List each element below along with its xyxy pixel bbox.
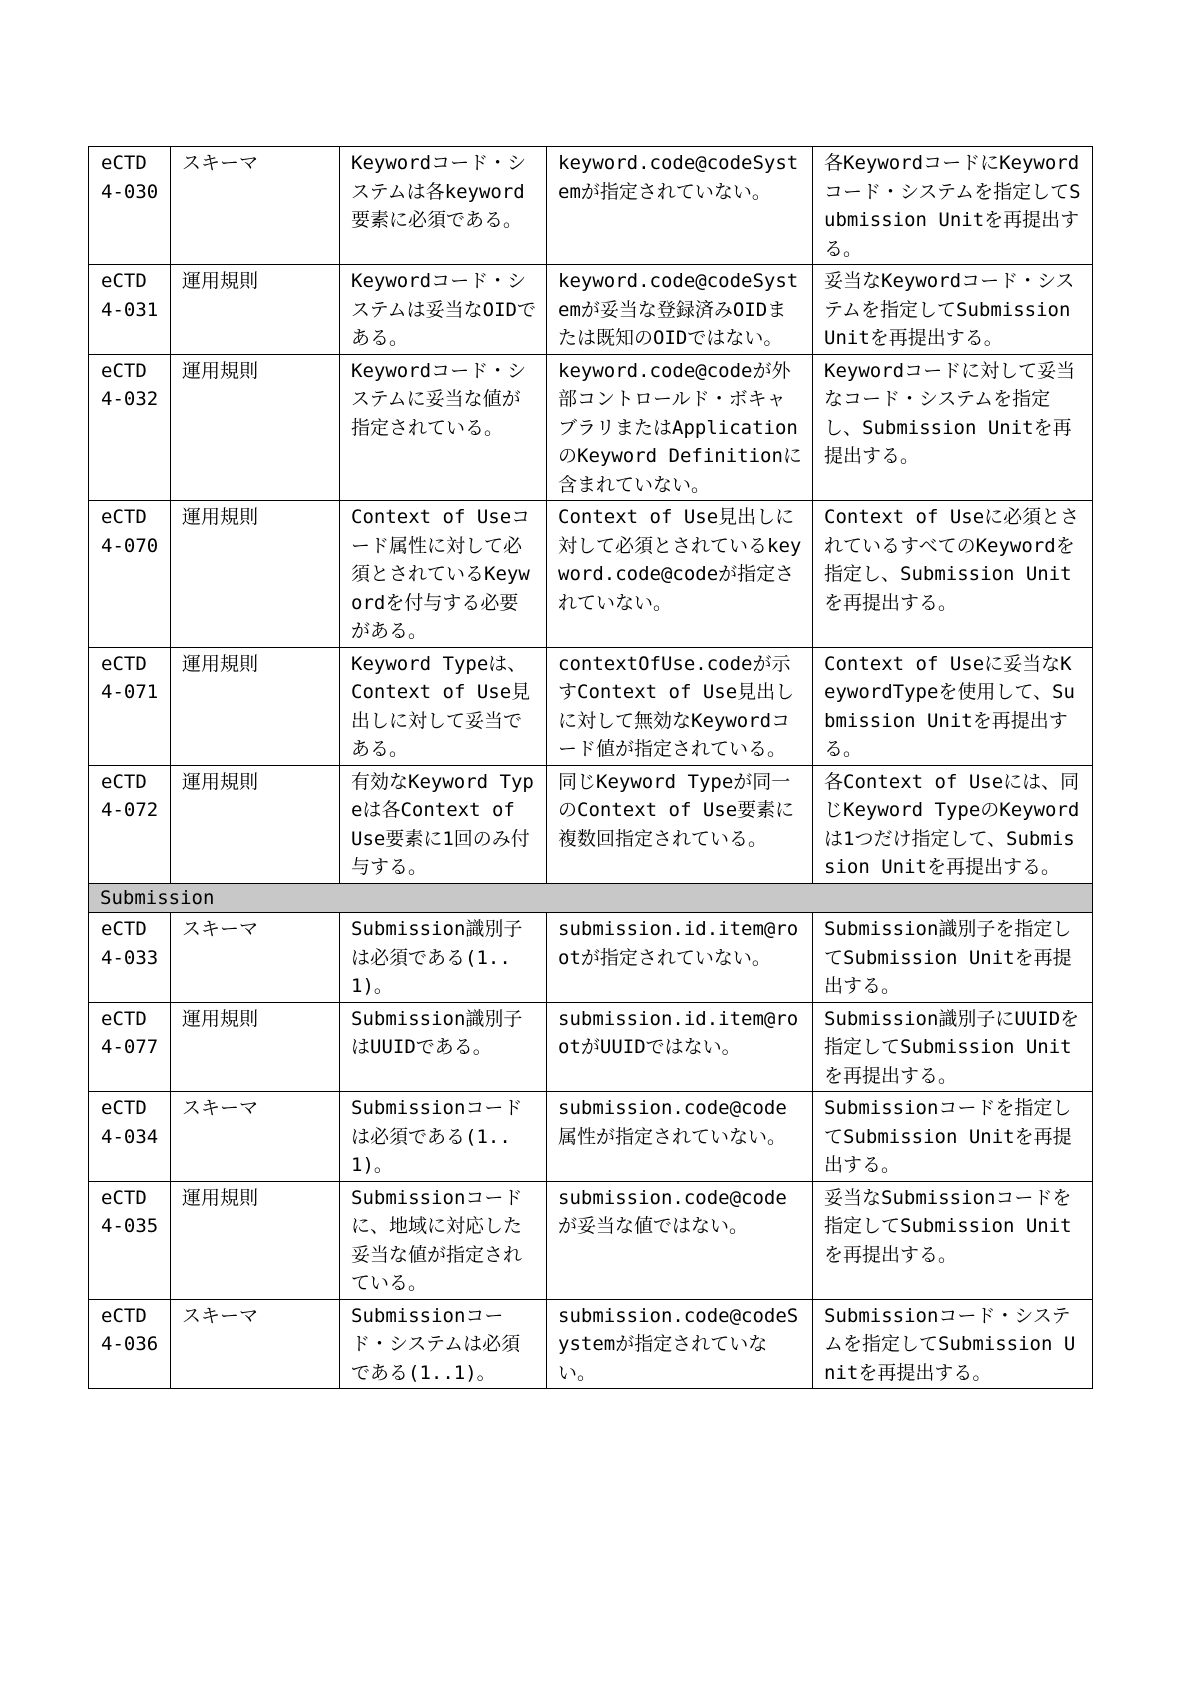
- rule-description-cell: Keywordコード・システムは妥当なOIDである。: [340, 265, 547, 355]
- rule-id-prefix: eCTD: [101, 770, 147, 793]
- rule-id-prefix: eCTD: [101, 1186, 147, 1209]
- rule-type-cell: 運用規則: [171, 501, 340, 648]
- rules-group-keyword: [89, 147, 1093, 884]
- rule-type-cell: スキーマ: [171, 1299, 340, 1389]
- rule-description-cell: Submissionコードは必須である(1..1)。: [340, 1092, 547, 1182]
- rule-corrective-action-cell: Submissionコード・システムを指定してSubmission Unitを再提出する。: [813, 1299, 1093, 1389]
- table-row: [89, 147, 1093, 265]
- rule-type-cell: 運用規則: [171, 265, 340, 355]
- rule-error-condition-cell: keyword.code@codeが外部コントロールド・ボキャブラリまたはApplicationのKeyword Definitionに含まれていない。: [547, 354, 813, 501]
- rule-id-prefix: eCTD: [101, 1007, 147, 1030]
- rule-error-condition-cell: keyword.code@codeSystemが妥当な登録済みOIDまたは既知のOIDではない。: [547, 265, 813, 355]
- rule-type-cell: 運用規則: [171, 354, 340, 501]
- rule-id-cell: [89, 1181, 171, 1299]
- table-row: [89, 1092, 1093, 1182]
- rule-type-cell: 運用規則: [171, 1002, 340, 1092]
- rule-description-cell: Submission識別子は必須である(1..1)。: [340, 913, 547, 1003]
- rule-description-cell: 有効なKeyword Typeは各Context of Use要素に1回のみ付与する。: [340, 765, 547, 883]
- rule-description-cell: Submission識別子はUUIDである。: [340, 1002, 547, 1092]
- rule-type-cell: スキーマ: [171, 147, 340, 265]
- rule-id-cell: [89, 1299, 171, 1389]
- table-row: [89, 1299, 1093, 1389]
- rule-id-cell: [89, 147, 171, 265]
- rule-type-cell: スキーマ: [171, 1092, 340, 1182]
- rule-id-number: 4-077: [101, 1036, 159, 1058]
- rule-id-cell: [89, 765, 171, 883]
- rule-corrective-action-cell: Keywordコードに対して妥当なコード・システムを指定し、Submission Unitを再提出する。: [813, 354, 1093, 501]
- rule-id-number: 4-031: [101, 298, 159, 321]
- rule-id-prefix: eCTD: [101, 652, 147, 675]
- rule-corrective-action-cell: Submission識別子を指定してSubmission Unitを再提出する。: [813, 913, 1093, 1003]
- table-row: [89, 354, 1093, 501]
- rule-id-number: 4-071: [101, 681, 159, 703]
- rule-error-condition-cell: keyword.code@codeSystemが指定されていない。: [547, 147, 813, 265]
- rule-corrective-action-cell: Context of Useに妥当なKeywordTypeを使用して、Submission Unitを再提出する。: [813, 647, 1093, 765]
- rule-error-condition-cell: submission.id.item@rootがUUIDではない。: [547, 1002, 813, 1092]
- rule-corrective-action-cell: 妥当なKeywordコード・システムを指定してSubmission Unitを再提出する。: [813, 265, 1093, 355]
- rule-id-number: 4-070: [101, 534, 159, 557]
- rule-error-condition-cell: 同じKeyword Typeが同一のContext of Use要素に複数回指定されている。: [547, 765, 813, 883]
- rule-id-prefix: eCTD: [101, 359, 147, 382]
- rule-description-cell: Submissionコードに、地域に対応した妥当な値が指定されている。: [340, 1181, 547, 1299]
- section-row-group: [89, 883, 1093, 913]
- rule-id-cell: [89, 265, 171, 355]
- rule-description-cell: Context of Useコード属性に対して必須とされているKeywordを付与する必要がある。: [340, 501, 547, 648]
- rule-error-condition-cell: submission.code@codeが妥当な値ではない。: [547, 1181, 813, 1299]
- rule-corrective-action-cell: 各Context of Useには、同じKeyword TypeのKeywordは1つだけ指定して、Submission Unitを再提出する。: [813, 765, 1093, 883]
- rule-type-cell: 運用規則: [171, 765, 340, 883]
- rule-error-condition-cell: submission.code@code属性が指定されていない。: [547, 1092, 813, 1182]
- rule-error-condition-cell: Context of Use見出しに対して必須とされているkeyword.code@codeが指定されていない。: [547, 501, 813, 648]
- table-row: [89, 1181, 1093, 1299]
- rule-error-condition-cell: submission.code@codeSystemが指定されていない。: [547, 1299, 813, 1389]
- section-header-submission: Submission: [89, 883, 1093, 913]
- rule-id-cell: [89, 1002, 171, 1092]
- rule-description-cell: Keyword Typeは、Context of Use見出しに対して妥当である。: [340, 647, 547, 765]
- section-header-row: [89, 883, 1093, 913]
- rule-corrective-action-cell: Context of Useに必須とされているすべてのKeywordを指定し、Submission Unitを再提出する。: [813, 501, 1093, 648]
- rule-id-prefix: eCTD: [101, 270, 147, 292]
- rule-type-cell: 運用規則: [171, 1181, 340, 1299]
- rules-group-submission: [89, 913, 1093, 1389]
- rule-id-prefix: eCTD: [101, 1304, 147, 1327]
- rule-type-cell: スキーマ: [171, 913, 340, 1003]
- rule-id-number: 4-034: [101, 1125, 159, 1148]
- table-row: [89, 501, 1093, 648]
- table-row: [89, 765, 1093, 883]
- rule-corrective-action-cell: Submission識別子にUUIDを指定してSubmission Unitを再提出する。: [813, 1002, 1093, 1092]
- table-row: [89, 647, 1093, 765]
- rule-id-number: 4-035: [101, 1215, 159, 1237]
- rule-id-number: 4-072: [101, 799, 159, 821]
- table-row: [89, 265, 1093, 355]
- rule-id-number: 4-036: [101, 1333, 159, 1355]
- rule-id-number: 4-033: [101, 946, 159, 969]
- rule-id-prefix: eCTD: [101, 918, 147, 940]
- rule-id-cell: [89, 1092, 171, 1182]
- table-row: [89, 1002, 1093, 1092]
- rule-description-cell: Submissionコード・システムは必須である(1..1)。: [340, 1299, 547, 1389]
- rule-id-cell: [89, 354, 171, 501]
- table-row: [89, 913, 1093, 1003]
- rule-corrective-action-cell: 各KeywordコードにKeywordコード・システムを指定してSubmission Unitを再提出する。: [813, 147, 1093, 265]
- rule-id-cell: [89, 913, 171, 1003]
- rule-id-prefix: eCTD: [101, 1097, 147, 1119]
- rule-id-prefix: eCTD: [101, 152, 147, 174]
- rule-corrective-action-cell: Submissionコードを指定してSubmission Unitを再提出する。: [813, 1092, 1093, 1182]
- rule-id-cell: [89, 647, 171, 765]
- rule-id-cell: [89, 501, 171, 648]
- rule-error-condition-cell: submission.id.item@rootが指定されていない。: [547, 913, 813, 1003]
- rule-id-number: 4-032: [101, 388, 159, 410]
- rule-type-cell: 運用規則: [171, 647, 340, 765]
- rule-id-number: 4-030: [101, 180, 159, 203]
- rule-description-cell: Keywordコード・システムは各keyword要素に必須である。: [340, 147, 547, 265]
- rule-error-condition-cell: contextOfUse.codeが示すContext of Use見出しに対して無効なKeywordコード値が指定されている。: [547, 647, 813, 765]
- rule-description-cell: Keywordコード・システムに妥当な値が指定されている。: [340, 354, 547, 501]
- rule-corrective-action-cell: 妥当なSubmissionコードを指定してSubmission Unitを再提出する。: [813, 1181, 1093, 1299]
- rule-id-prefix: eCTD: [101, 506, 147, 528]
- validation-rules-table: [88, 146, 1093, 1389]
